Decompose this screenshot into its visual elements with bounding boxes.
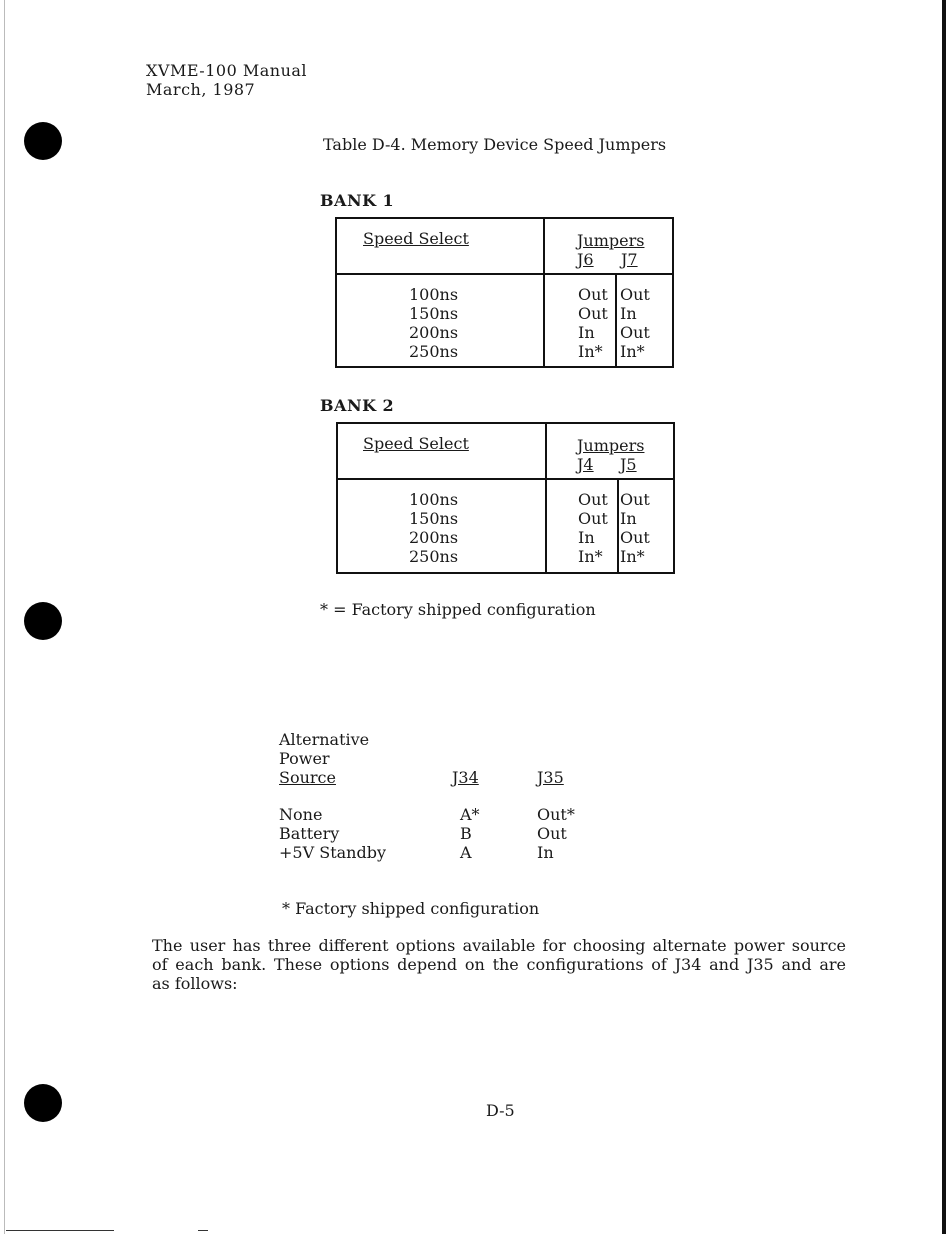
power-header-line2: Power — [279, 749, 330, 768]
bank1-j6-1: Out — [578, 285, 608, 304]
power-j35-3: In — [537, 843, 554, 862]
scan-artifact-dash — [198, 1230, 208, 1231]
bank1-jumpers-header: Jumpers — [577, 231, 645, 250]
bank1-jumper-b-header: J7 — [621, 250, 638, 269]
bank2-j5-3: Out — [620, 528, 650, 547]
bank2-speed-1: 100ns — [409, 490, 459, 509]
power-header-line3: Source — [279, 768, 336, 787]
power-source-2: Battery — [279, 824, 340, 843]
bank2-j4-1: Out — [578, 490, 608, 509]
bank1-jumper-a-header: J6 — [577, 250, 594, 269]
factory-note-2: * Factory shipped configuration — [282, 899, 540, 918]
bank1-j6-3: In — [578, 323, 595, 342]
punch-hole-middle — [24, 602, 62, 640]
bank1-j6-2: Out — [578, 304, 608, 323]
scan-artifact-line — [6, 1230, 114, 1231]
bank1-speed-1: 100ns — [409, 285, 459, 304]
paragraph-line-1: The user has three different options available for choosing alternate power source — [152, 936, 846, 955]
power-source-3: +5V Standby — [279, 843, 386, 862]
power-j34-2: B — [460, 824, 472, 843]
power-header-line1: Alternative — [279, 730, 370, 749]
bank2-label: BANK 2 — [320, 396, 395, 415]
bank1-divider-main — [543, 219, 545, 366]
paragraph-line-3: as follows: — [152, 974, 238, 993]
bank1-divider-jumpers — [615, 275, 617, 366]
bank1-speed-header: Speed Select — [363, 229, 469, 248]
bank1-label: BANK 1 — [320, 191, 395, 210]
bank1-speed-2: 150ns — [409, 304, 459, 323]
bank2-j5-2: In — [620, 509, 637, 528]
bank2-j5-1: Out — [620, 490, 650, 509]
bank2-speed-3: 200ns — [409, 528, 459, 547]
manual-date: March, 1987 — [146, 80, 256, 99]
bank2-divider-jumpers — [617, 480, 619, 572]
power-j35-2: Out — [537, 824, 567, 843]
bank2-divider-header — [338, 478, 673, 480]
bank1-j7-1: Out — [620, 285, 650, 304]
power-j35-1: Out* — [537, 805, 575, 824]
bank1-speed-4: 250ns — [409, 342, 459, 361]
page-left-edge — [4, 0, 5, 1234]
bank2-j4-4: In* — [578, 547, 603, 566]
bank2-divider-main — [545, 424, 547, 572]
bank1-j6-4: In* — [578, 342, 603, 361]
bank2-jumpers-header: Jumpers — [577, 436, 645, 455]
bank1-speed-3: 200ns — [409, 323, 459, 342]
factory-note-1: * = Factory shipped configuration — [320, 600, 596, 619]
manual-title: XVME-100 Manual — [146, 61, 308, 80]
bank1-j7-3: Out — [620, 323, 650, 342]
power-j34-1: A* — [460, 805, 480, 824]
bank2-jumper-a-header: J4 — [577, 455, 594, 474]
bank2-jumper-b-header: J5 — [620, 455, 637, 474]
paragraph-line-2: of each bank. These options depend on the configurations of J34 and J35 and are — [152, 955, 846, 974]
power-header-j35: J35 — [537, 768, 564, 787]
punch-hole-bottom — [24, 1084, 62, 1122]
page-number: D-5 — [486, 1101, 515, 1120]
bank2-speed-4: 250ns — [409, 547, 459, 566]
punch-hole-top — [24, 122, 62, 160]
bank1-table — [335, 217, 674, 368]
power-j34-3: A — [460, 843, 472, 862]
bank2-j4-3: In — [578, 528, 595, 547]
bank2-speed-2: 150ns — [409, 509, 459, 528]
bank2-j5-4: In* — [620, 547, 645, 566]
bank2-j4-2: Out — [578, 509, 608, 528]
power-header-j34: J34 — [452, 768, 479, 787]
bank1-j7-4: In* — [620, 342, 645, 361]
page-right-edge — [942, 0, 946, 1234]
bank2-speed-header: Speed Select — [363, 434, 469, 453]
table-caption: Table D-4. Memory Device Speed Jumpers — [323, 135, 667, 154]
bank2-table — [336, 422, 675, 574]
power-source-1: None — [279, 805, 323, 824]
bank1-divider-header — [337, 273, 672, 275]
body-paragraph — [152, 936, 846, 993]
bank1-j7-2: In — [620, 304, 637, 323]
